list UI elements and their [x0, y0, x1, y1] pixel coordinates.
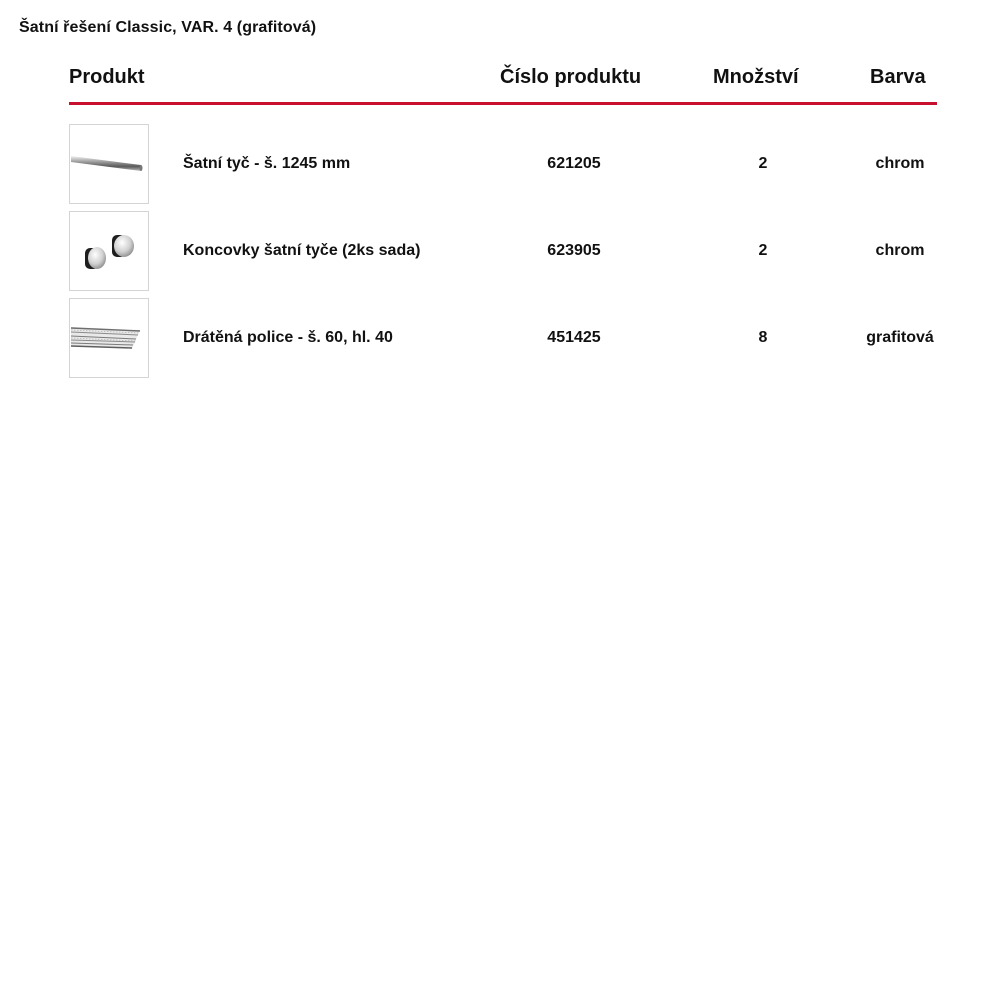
header-product: Produkt: [69, 66, 145, 88]
header-color: Barva: [870, 66, 926, 88]
rod-end-caps-icon: [69, 211, 149, 291]
table-row: Drátěná police - š. 60, hl. 40 451425 8 grafitová: [69, 298, 949, 378]
table-row: Šatní tyč - š. 1245 mm 621205 2 chrom: [69, 124, 949, 204]
document-title: Šatní řešení Classic, VAR. 4 (grafitová): [19, 19, 317, 36]
table-header: [69, 66, 937, 92]
header-quantity: Množství: [713, 66, 799, 88]
product-name: Koncovky šatní tyče (2ks sada): [183, 242, 421, 259]
wire-shelf-icon: [69, 298, 149, 378]
header-product-number: Číslo produktu: [500, 66, 642, 88]
clothes-rod-icon: [69, 124, 149, 204]
product-name: Drátěná police - š. 60, hl. 40: [183, 329, 393, 346]
table-row: Koncovky šatní tyče (2ks sada) 623905 2 chrom: [69, 211, 949, 291]
product-name: Šatní tyč - š. 1245 mm: [183, 155, 351, 172]
header-divider: [69, 102, 937, 105]
